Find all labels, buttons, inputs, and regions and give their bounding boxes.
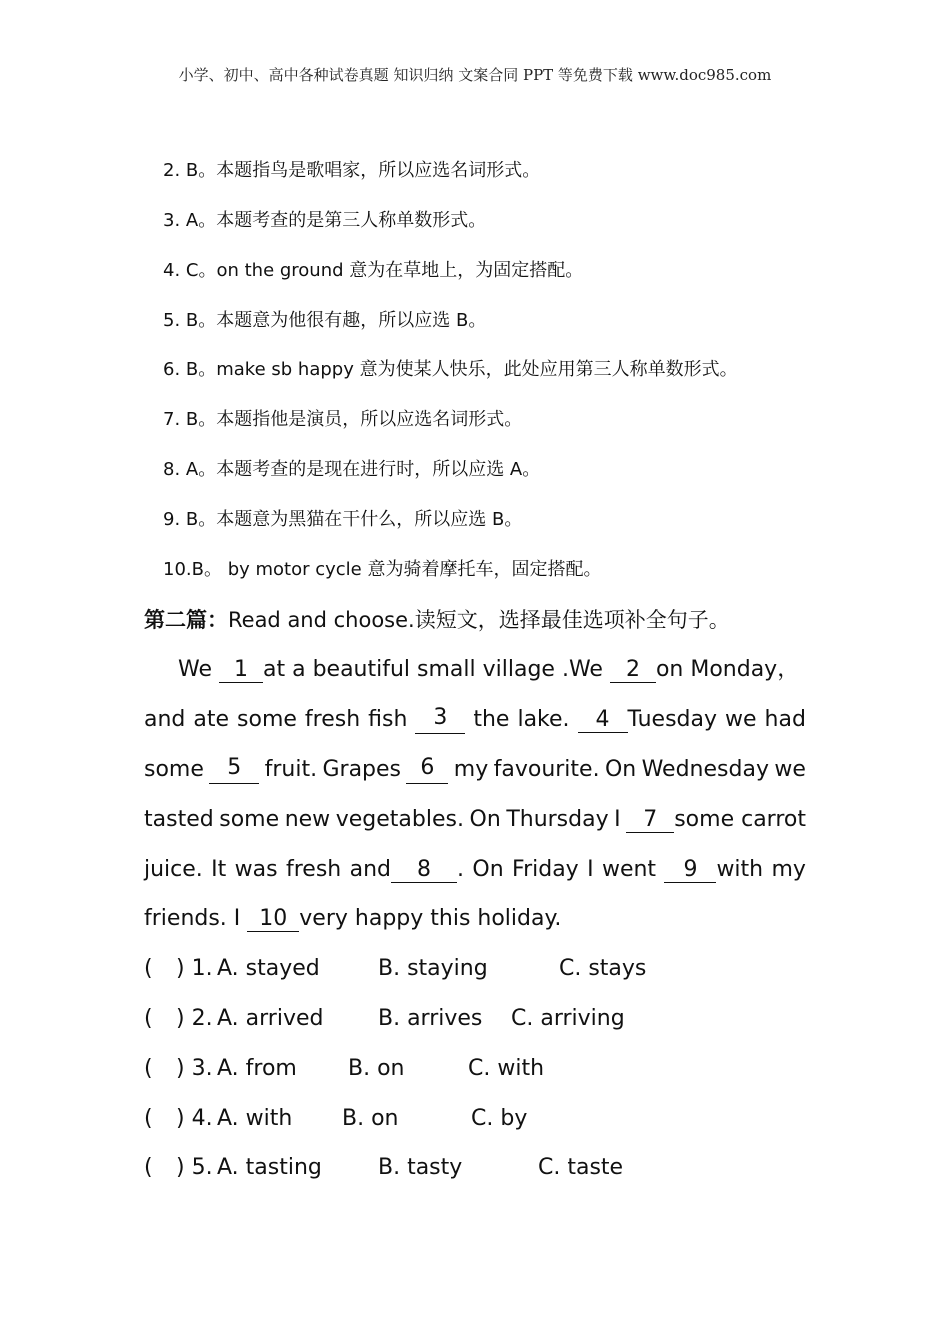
question-row (144, 1105, 764, 1133)
blank-9[interactable]: 9 (664, 858, 716, 883)
option-b[interactable]: B. staying (378, 956, 488, 981)
question-number: ) 2. (176, 1006, 213, 1031)
option-c[interactable]: C. arriving (511, 1006, 625, 1031)
passage-word: Friday (512, 857, 579, 882)
question-row (144, 1005, 764, 1033)
passage-line (144, 856, 806, 884)
passage-word: On (604, 757, 637, 782)
option-a[interactable]: A. with (217, 1106, 293, 1131)
answer-paren[interactable]: ( (144, 956, 153, 981)
passage-text: friends. I (144, 906, 248, 931)
option-b[interactable]: B. on (342, 1106, 399, 1131)
passage-word: had (764, 707, 806, 732)
option-c[interactable]: C. stays (559, 956, 647, 981)
blank-1[interactable]: 1 (219, 658, 263, 683)
option-a[interactable]: A. arrived (217, 1006, 324, 1031)
question-row (144, 955, 764, 983)
passage-word: we (725, 707, 757, 732)
answer-line: 6. B。make sb happy 意为使某人快乐，此处应用第三人称单数形式。 (163, 359, 738, 380)
option-a[interactable]: A. from (217, 1056, 297, 1081)
answer-line: 8. A。本题考查的是现在进行时，所以应选 A。 (163, 459, 541, 480)
question-number: ) 5. (176, 1155, 213, 1180)
passage-word: fresh (304, 707, 361, 732)
question-row (144, 1154, 764, 1182)
passage-word: I (614, 807, 621, 832)
passage-word: ate (193, 707, 230, 732)
answer-line: 2. B。本题指鸟是歌唱家，所以应选名词形式。 (163, 160, 541, 181)
passage-word: some (144, 757, 204, 782)
passage-word: and (144, 707, 186, 732)
passage-text: We (178, 657, 219, 682)
option-a[interactable]: A. tasting (217, 1155, 322, 1180)
passage-word: juice. (144, 857, 203, 882)
answer-line: 5. B。本题意为他很有趣，所以应选 B。 (163, 310, 487, 331)
question-number: ) 4. (176, 1106, 213, 1131)
passage-text: very happy this holiday. (299, 906, 562, 931)
passage-word: It (211, 857, 227, 882)
passage-line (144, 806, 806, 834)
passage-word: we (774, 757, 806, 782)
answer-line: 3. A。本题考查的是第三人称单数形式。 (163, 210, 487, 231)
passage-word: Grapes (322, 757, 402, 782)
passage-word: . (457, 857, 464, 882)
passage-word: On (469, 807, 501, 832)
blank-4[interactable]: 4 (578, 708, 628, 733)
passage-word: Wednesday (641, 757, 769, 782)
answer-line: 9. B。本题意为黑猫在干什么，所以应选 B。 (163, 509, 523, 530)
answer-paren[interactable]: ( (144, 1056, 153, 1081)
passage-word: new (284, 807, 331, 832)
passage-word: some (219, 807, 280, 832)
option-c[interactable]: C. taste (538, 1155, 624, 1180)
answer-line: 7. B。本题指他是演员，所以应选名词形式。 (163, 409, 523, 430)
passage-word: tasted (144, 807, 214, 832)
passage-word: my (453, 757, 489, 782)
blank-6[interactable]: 6 (406, 756, 448, 784)
blank-8[interactable]: 8 (391, 858, 457, 883)
passage-word: the (473, 707, 510, 732)
blank-2[interactable]: 2 (610, 658, 656, 683)
question-number: ) 1. (176, 956, 213, 981)
passage-word: fresh (285, 857, 342, 882)
passage-word: some carrot (674, 807, 806, 832)
passage-line (144, 756, 806, 784)
passage-text: on Monday， (655, 657, 800, 682)
passage-line (144, 905, 806, 933)
question-row (144, 1055, 764, 1083)
blank-3[interactable]: 3 (415, 706, 465, 734)
question-number: ) 3. (176, 1056, 213, 1081)
passage-word: On (472, 857, 504, 882)
answer-paren[interactable]: ( (144, 1155, 153, 1180)
blank-10[interactable]: 10 (247, 907, 299, 932)
option-b[interactable]: B. tasty (378, 1155, 463, 1180)
passage-word: was (234, 857, 278, 882)
section-title (144, 606, 730, 634)
passage-word: my (771, 857, 806, 882)
page-header: 小学、初中、高中各种试卷真题 知识归纳 文案合同 PPT 等免费下载 www.doc985.com (178, 66, 772, 84)
passage-word: vegetables. (335, 807, 464, 832)
option-b[interactable]: B. arrives (378, 1006, 483, 1031)
passage-word: Thursday (506, 807, 609, 832)
passage-word: some (237, 707, 297, 732)
passage-line (144, 706, 806, 734)
blank-5[interactable]: 5 (209, 756, 259, 784)
option-c[interactable]: C. by (471, 1106, 528, 1131)
passage-text: at a beautiful small village .We (263, 657, 610, 682)
section-title-label: 第二篇： (144, 608, 228, 632)
passage-word: with (716, 857, 764, 882)
option-c[interactable]: C. with (468, 1056, 545, 1081)
passage-word: and (349, 857, 391, 882)
section-title-text: Read and choose.读短文，选择最佳选项补全句子。 (228, 608, 730, 632)
passage-word: favourite. (493, 757, 600, 782)
blank-7[interactable]: 7 (626, 808, 674, 833)
passage-word: I (587, 857, 594, 882)
answer-line: 4. C。on the ground 意为在草地上，为固定搭配。 (163, 260, 584, 281)
option-b[interactable]: B. on (348, 1056, 405, 1081)
passage-word: Tuesday (627, 707, 718, 732)
answer-line: 10.B。 by motor cycle 意为骑着摩托车，固定搭配。 (163, 559, 602, 580)
passage-line (144, 656, 806, 684)
passage-word: fish (368, 707, 408, 732)
option-a[interactable]: A. stayed (217, 956, 320, 981)
passage-word: fruit. (264, 757, 318, 782)
passage-word: went (601, 857, 657, 882)
passage-word: lake. (517, 707, 570, 732)
answer-paren[interactable]: ( (144, 1106, 153, 1131)
answer-paren[interactable]: ( (144, 1006, 153, 1031)
